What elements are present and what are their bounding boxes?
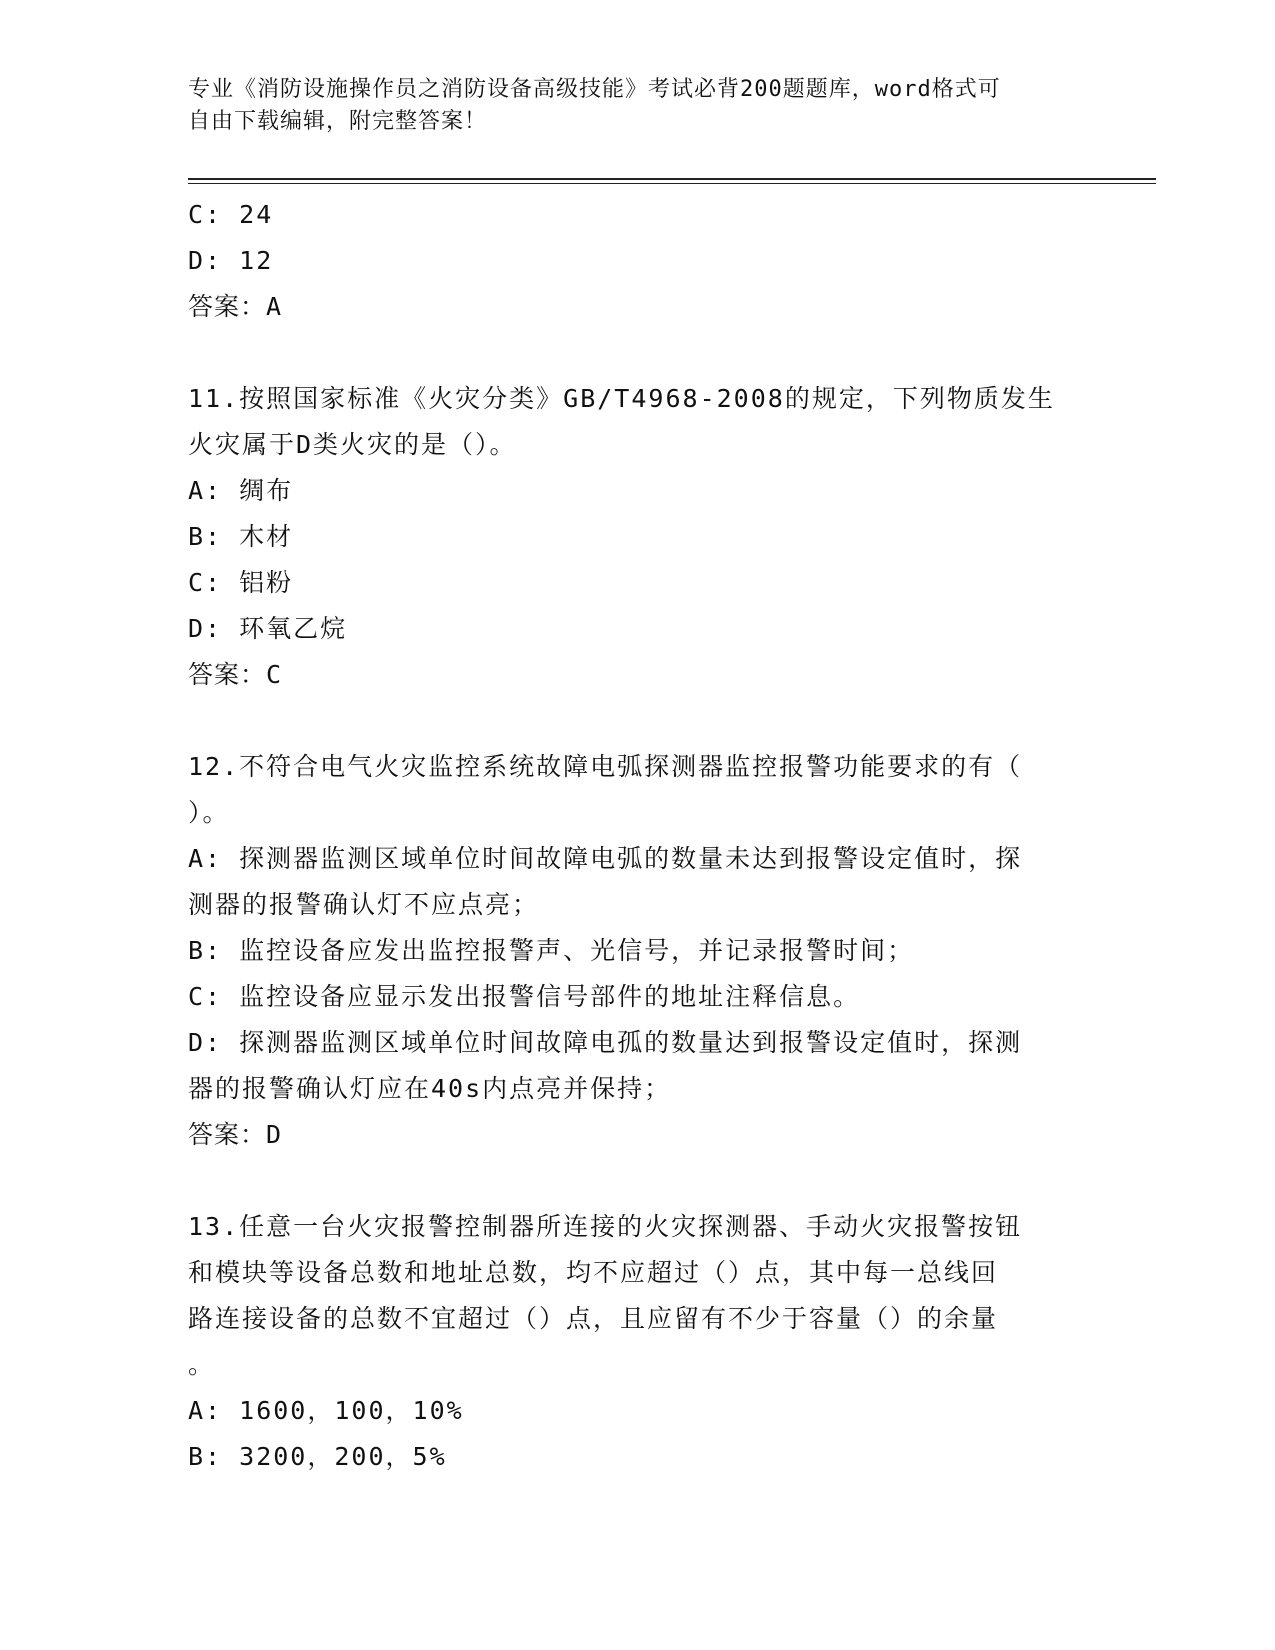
header-divider-thin xyxy=(188,183,1156,184)
question-stem: ）。 xyxy=(188,798,230,827)
answer: 答案：C xyxy=(188,660,283,689)
question-stem: 。 xyxy=(188,1350,216,1379)
answer: 答案：A xyxy=(188,292,283,321)
option-c: C: 监控设备应显示发出报警信号部件的地址注释信息。 xyxy=(188,982,861,1011)
option-d: D: 探测器监测区域单位时间故障电孤的数量达到报警设定值时，探测 xyxy=(188,1028,1023,1057)
question-stem: 路连接设备的总数不宜超过（）点，且应留有不少于容量（）的余量 xyxy=(188,1304,999,1333)
spacer xyxy=(188,698,1088,744)
option-b: B: 监控设备应发出监控报警声、光信号，并记录报警时间； xyxy=(188,936,915,965)
question-stem: 12.不符合电气火灾监控系统故障电弧探测器监控报警功能要求的有（ xyxy=(188,752,1023,781)
spacer xyxy=(188,1158,1088,1204)
option-c: C: 铝粉 xyxy=(188,568,294,597)
question-10-tail xyxy=(188,192,1088,330)
question-stem: 11.按照国家标准《火灾分类》GB/T4968-2008的规定，下列物质发生 xyxy=(188,384,1055,413)
option-d: 器的报警确认灯应在40s内点亮并保持； xyxy=(188,1074,672,1103)
option-d: D: 12 xyxy=(188,246,274,275)
header-divider-thick xyxy=(188,178,1156,180)
question-12 xyxy=(188,744,1088,1158)
option-a: A: 1600，100，10% xyxy=(188,1396,464,1425)
question-stem: 13.任意一台火灾报警控制器所连接的火灾探测器、手动火灾报警按钮 xyxy=(188,1212,1023,1241)
answer: 答案：D xyxy=(188,1120,283,1149)
option-b: B: 木材 xyxy=(188,522,294,551)
header-line-1: 专业《消防设施操作员之消防设备高级技能》考试必背200题题库，word格式可 xyxy=(188,77,1001,102)
header-line-2: 自由下载编辑，附完整答案！ xyxy=(188,109,488,134)
spacer xyxy=(188,330,1088,376)
option-c: C: 24 xyxy=(188,200,274,229)
option-a: A: 探测器监测区域单位时间故障电弧的数量未达到报警设定值时，探 xyxy=(188,844,1023,873)
document-header xyxy=(188,74,1068,138)
question-stem: 和模块等设备总数和地址总数，均不应超过（）点，其中每一总线回 xyxy=(188,1258,999,1287)
document-body xyxy=(188,192,1088,1480)
option-a: A: 绸布 xyxy=(188,476,294,505)
option-d: D: 环氧乙烷 xyxy=(188,614,348,643)
option-b: B: 3200，200，5% xyxy=(188,1442,447,1471)
option-a: 测器的报警确认灯不应点亮； xyxy=(188,890,540,919)
question-stem: 火灾属于D类火灾的是（）。 xyxy=(188,430,517,459)
question-11 xyxy=(188,376,1088,698)
question-13 xyxy=(188,1204,1088,1480)
